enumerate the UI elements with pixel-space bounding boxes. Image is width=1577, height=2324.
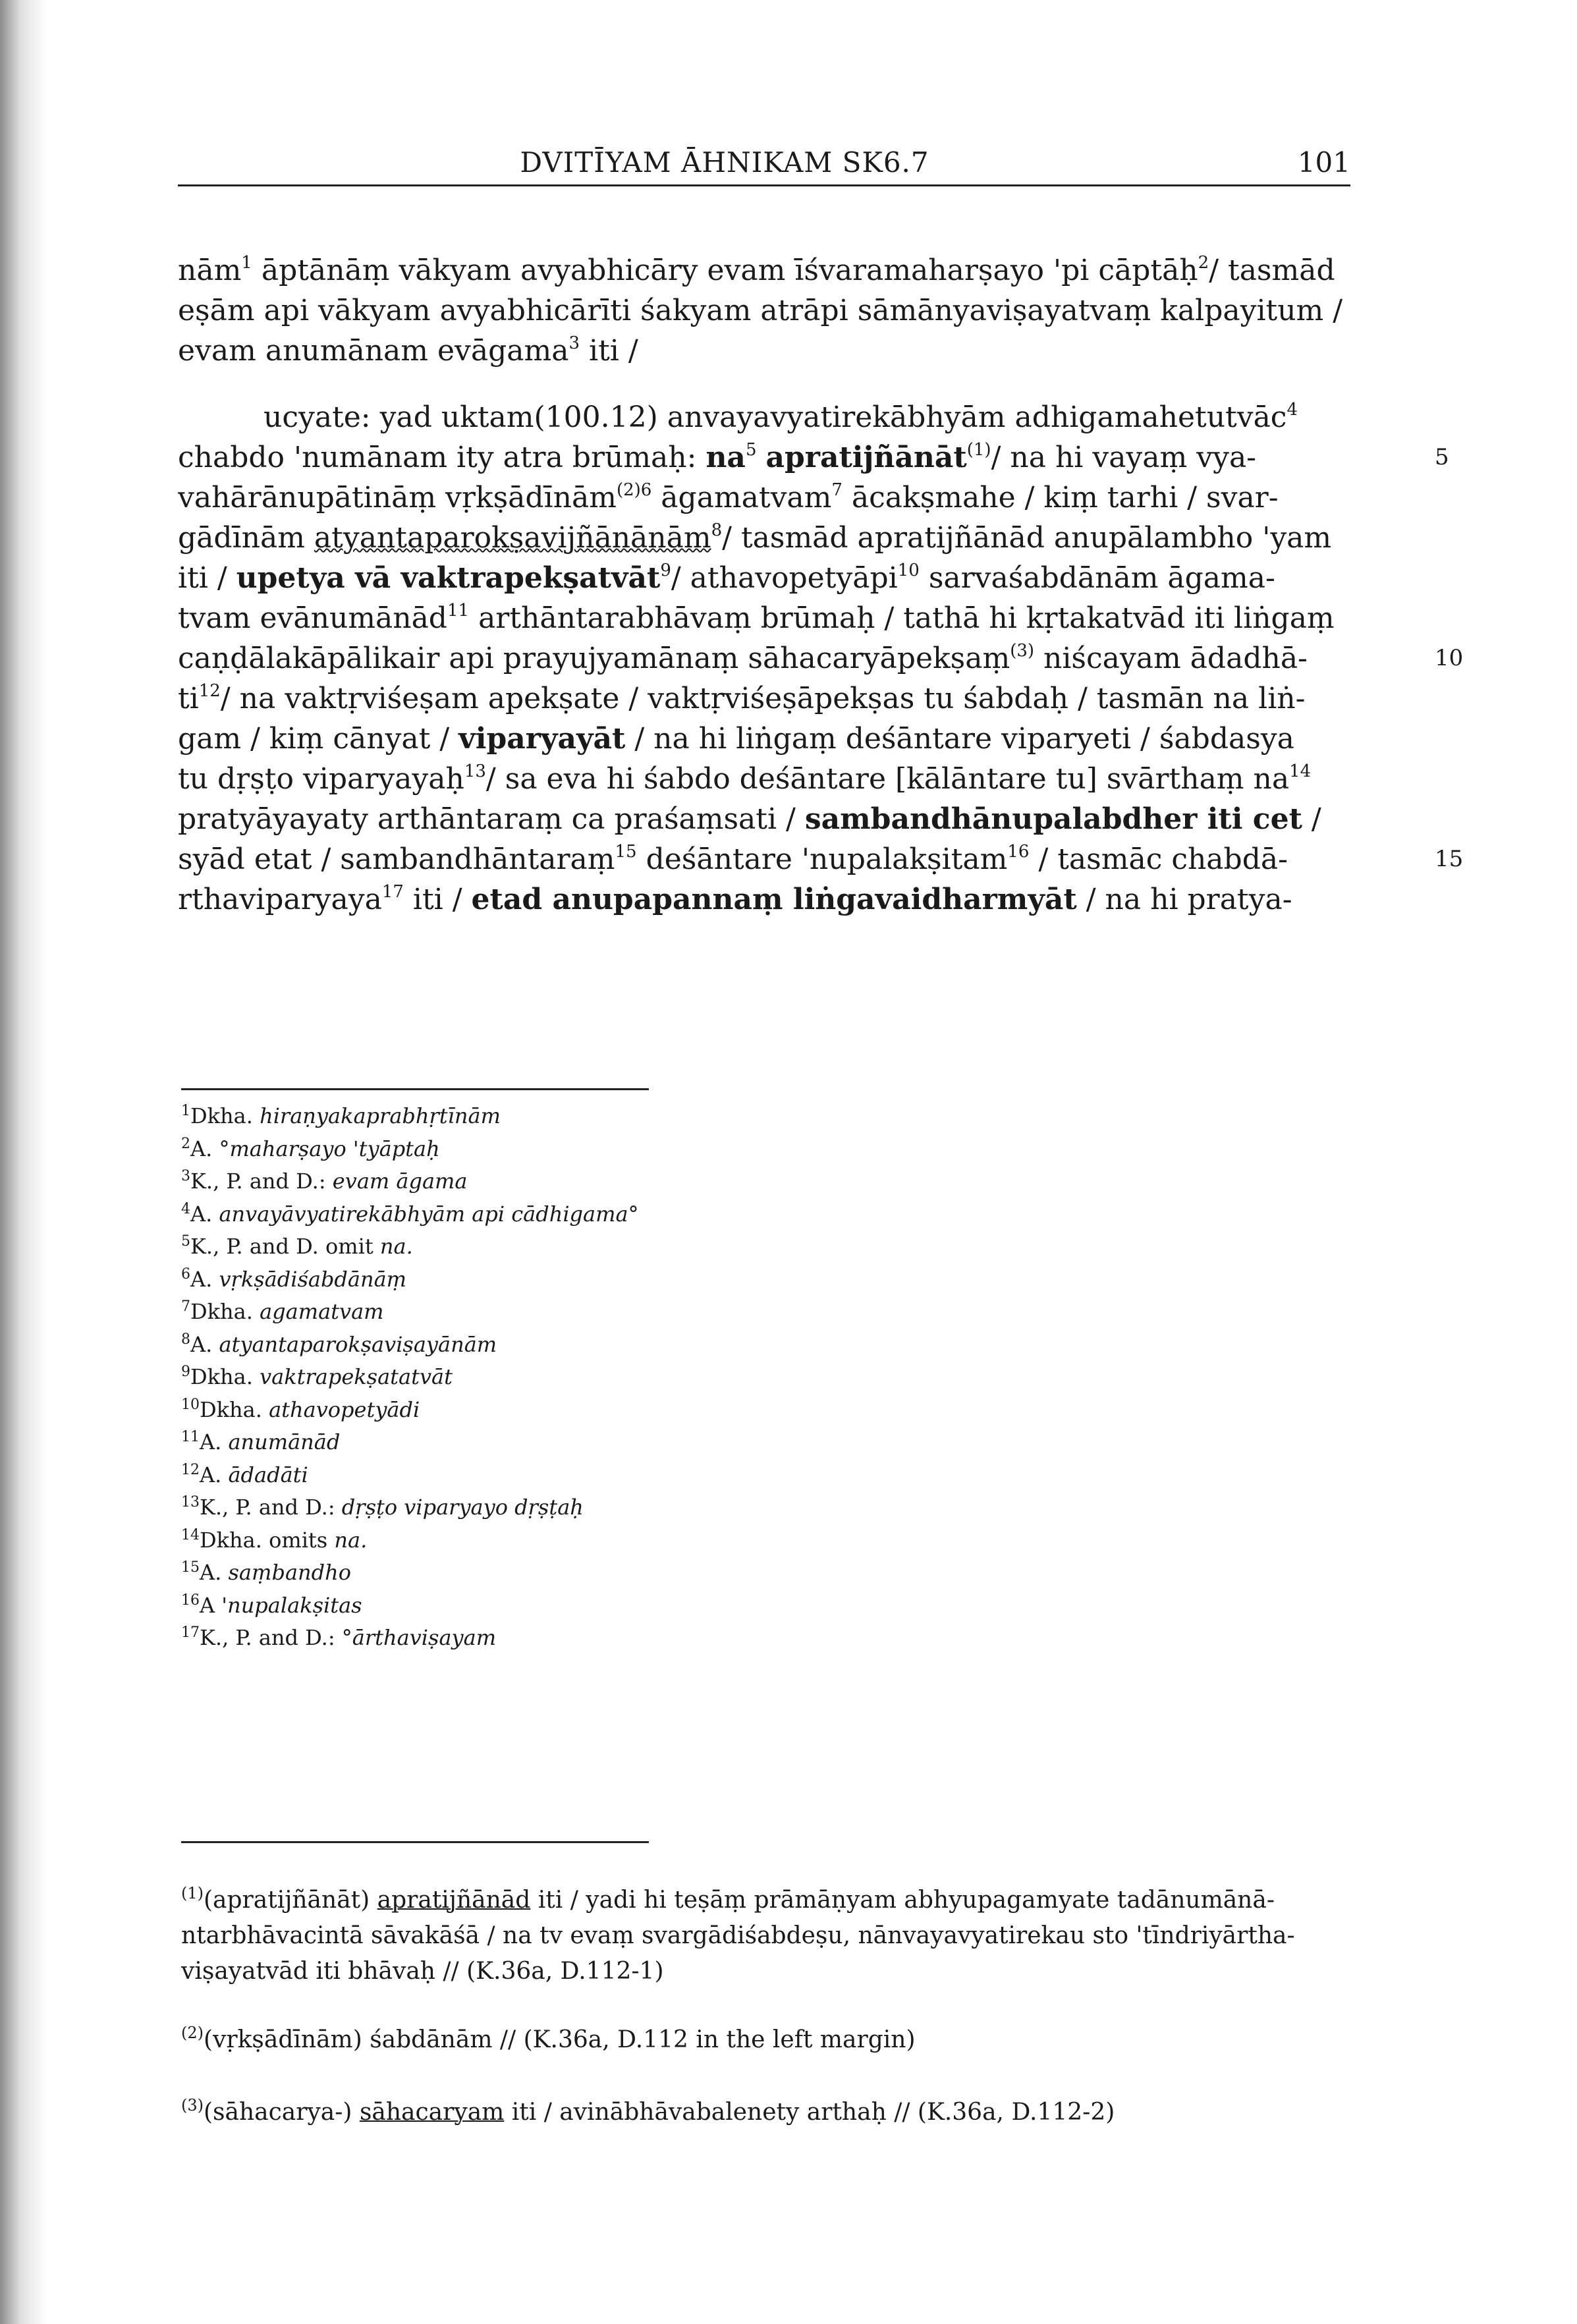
appendix-rule: [181, 1841, 649, 1843]
scan-edge-shadow: [0, 0, 46, 2324]
footnote: $^{11}$A. anumānād: [181, 1429, 341, 1454]
text-line: pratyāyayaty arthāntaraṃ ca praśaṃsati / sambandhānupalabdher iti cet /: [178, 802, 1321, 836]
footnote: $^2$A. °maharṣayo 'tyāptaḥ: [181, 1135, 440, 1161]
page-number: 101: [1297, 146, 1350, 179]
footnote: $^6$A. vṛkṣādiśabdānāṃ: [181, 1265, 407, 1292]
footnote: $^{17}$K., P. and D.: °ārthaviṣayam: [181, 1624, 497, 1650]
page-title: DVITĪYAM ĀHNIKAM SK6.7: [520, 146, 929, 179]
appendix-note: $^{(1)}$(apratijñānāt) apratijñānād iti / yadi hi teṣāṃ prāmāṇyam abhyupagamyate tadānumānā- ntarbhāvacintā sāvakāśā / na tv evaṃ svargādiśabdeṣu, nānvayavyatirekau sto 'tīndriyārtha- viṣayatvād iti bhāvaḥ // (K.36a, D.112-1): [181, 1884, 1295, 1985]
text-line: caṇḍālakāpālikair api prayujyamānaṃ sāhacaryāpekṣaṃ$^{(3)}$ niścayam ādadhā- 10: [178, 638, 1390, 678]
footnote: $^5$K., P. and D. omit na.: [181, 1233, 413, 1259]
text-line: gādīnām atyantaparokṣavijñānānām$^8$/ tasmād apratijñānād anupālambho 'yam: [178, 520, 1332, 555]
footnote: $^{16}$A 'nupalakṣitas: [181, 1591, 362, 1618]
appendix-note: $^{(3)}$(sāhacarya-) sāhacaryam iti / avinābhāvabalenety arthaḥ // (K.36a, D.112-2): [181, 2096, 1115, 2126]
main-text: [178, 250, 1464, 920]
footnote: $^{13}$K., P. and D.: dṛṣṭo viparyayo dṛṣṭaḥ: [181, 1494, 584, 1520]
text-line: tvam evānumānād$^{11}$ arthāntarabhāvaṃ brūmaḥ / tathā hi kṛtakatvād iti liṅgaṃ: [178, 601, 1335, 635]
footnote: $^9$Dkha. vaktrapekṣatatvāt: [181, 1364, 453, 1389]
text-line: iti / upetya vā vaktrapekṣatvāt$^9$/ athavopetyāpi$^{10}$ sarvaśabdānām āgama-: [178, 561, 1275, 595]
text-line: tu dṛṣṭo viparyayaḥ$^{13}$/ sa eva hi śabdo deśāntare [kālāntare tu] svārthaṃ $na^{14}$: [178, 761, 1312, 796]
line-number: 10: [1435, 645, 1464, 671]
text-line: nām$^1$ āptānāṃ vākyam avyabhicāry evam īśvaramaharṣayo 'pi cāptāḥ$^2$/ tasmād: [178, 253, 1335, 287]
line-number: 15: [1435, 846, 1464, 872]
text-line: $ti^{12}/$ na vaktṛviśeṣam apekṣate / vaktṛviśeṣāpekṣas tu śabdaḥ / tasmān na liṅ-: [178, 681, 1306, 715]
footnote: $^8$A. atyantaparokṣaviṣayānām: [181, 1331, 497, 1357]
appendix-note: $^{(2)}$(vṛkṣādīnām) śabdānām // (K.36a, D.112 in the left margin): [181, 2024, 916, 2053]
footnote: $^1$Dkha. hiraṇyakaprabhṛtīnām: [181, 1103, 501, 1128]
text-line: vahārānupātināṃ vṛkṣādīnām$^{(2)6}$ āgamatvam$^7$ ācakṣmahe / kiṃ tarhi / svar-: [178, 480, 1279, 514]
running-header: [178, 144, 1350, 186]
text-line: syād etat / sambandhāntaraṃ$^{15}$ deśāntare 'nupalakṣitam$^{16}$ / tasmāc chabdā- 15: [178, 839, 1390, 879]
footnote: $^{14}$Dkha. omits na.: [181, 1526, 368, 1553]
footnote: $^{15}$A. saṃbandho: [181, 1559, 351, 1585]
text-line: chabdo 'numānam ity atra brūmaḥ: $na^5$ apratijñānāt$^{(1)}$/ na hi vayaṃ vya- 5: [178, 437, 1390, 478]
text-line: evam anumānam evāgama$^3$ iti /: [178, 333, 638, 368]
text-line: eṣām api vākyam avyabhicārīti śakyam atrāpi sāmānyaviṣayatvaṃ kalpayitum /: [178, 294, 1343, 327]
footnotes: [181, 1100, 1169, 1655]
footnote: $^{10}$Dkha. athavopetyādi: [181, 1396, 420, 1422]
line-number: 5: [1435, 444, 1449, 470]
text-line: gam / kiṃ cānyat / viparyayāt / na hi liṅgaṃ deśāntare viparyeti / śabdasya: [178, 722, 1294, 756]
footnote-rule: [181, 1088, 649, 1090]
text-line: ucyate: yad uktam(100.12) anvayavyatirekābhyām adhigamahetutvāc$^4$: [263, 400, 1298, 434]
footnote: $^3$K., P. and D.: evam āgama: [181, 1168, 468, 1194]
footnote: $^4$A. anvayāvyatirekābhyām api cādhigama°: [181, 1200, 639, 1227]
footnote: $^7$Dkha. agamatvam: [181, 1298, 384, 1324]
text-line: rthaviparyaya$^{17}$ iti / etad anupapannaṃ liṅgavaidharmyāt / na hi pratya-: [178, 882, 1292, 916]
footnote: $^{12}$A. ādadāti: [181, 1461, 308, 1487]
